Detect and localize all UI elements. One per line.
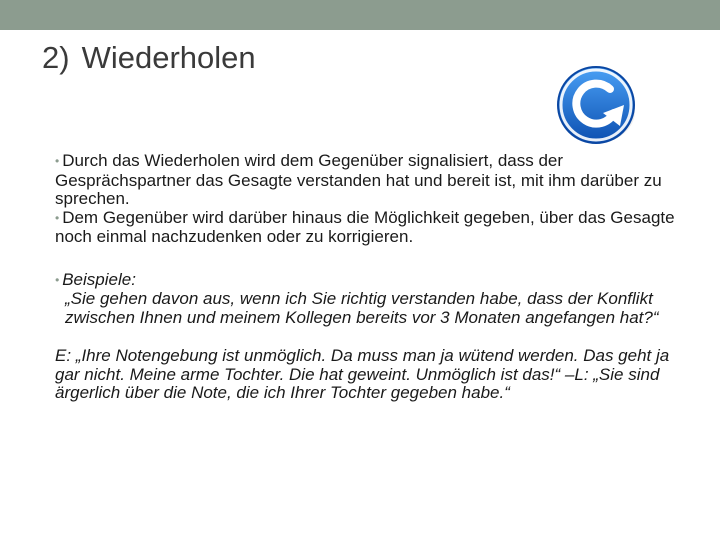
circular-arrow-repeat-icon xyxy=(554,63,638,147)
example-quote-1: „Sie gehen davon aus, wenn ich Sie richtig verstanden habe, dass der Konflikt zwischen Ihnen und meinem Kollegen bereits vor 3 Monaten angefangen hat?“ xyxy=(65,289,659,327)
example-quote-2: E: „Ihre Notengebung ist unmöglich. Da muss man ja wütend werden. Das geht ja gar nicht. Meine arme Tochter. Die hat geweint. Unmöglich ist das!“ –L: „Sie sind ärgerlich über die Note, die ich Ihrer Tochter gegeben habe.“ xyxy=(55,346,670,402)
examples-heading: • Beispiele: xyxy=(55,269,136,289)
bullet-icon: • xyxy=(55,272,60,287)
slide-title xyxy=(42,40,256,76)
slide-body xyxy=(55,152,695,403)
top-decorative-bar xyxy=(0,0,720,30)
bullet-icon: • xyxy=(55,210,60,225)
paragraph-2: • Dem Gegenüber wird darüber hinaus die Möglichkeit gegeben, über das Gesagte noch einmal nachzudenken oder zu korrigieren. xyxy=(55,207,675,246)
title-text: Wiederholen xyxy=(81,40,256,75)
paragraph-1: • Durch das Wiederholen wird dem Gegenüber signalisiert, dass der Gesprächspartner das Gesagte verstanden hat und bereit ist, mit ihm darüber zu sprechen. xyxy=(55,151,662,208)
title-number: 2) xyxy=(42,40,70,75)
bullet-icon: • xyxy=(55,154,60,168)
